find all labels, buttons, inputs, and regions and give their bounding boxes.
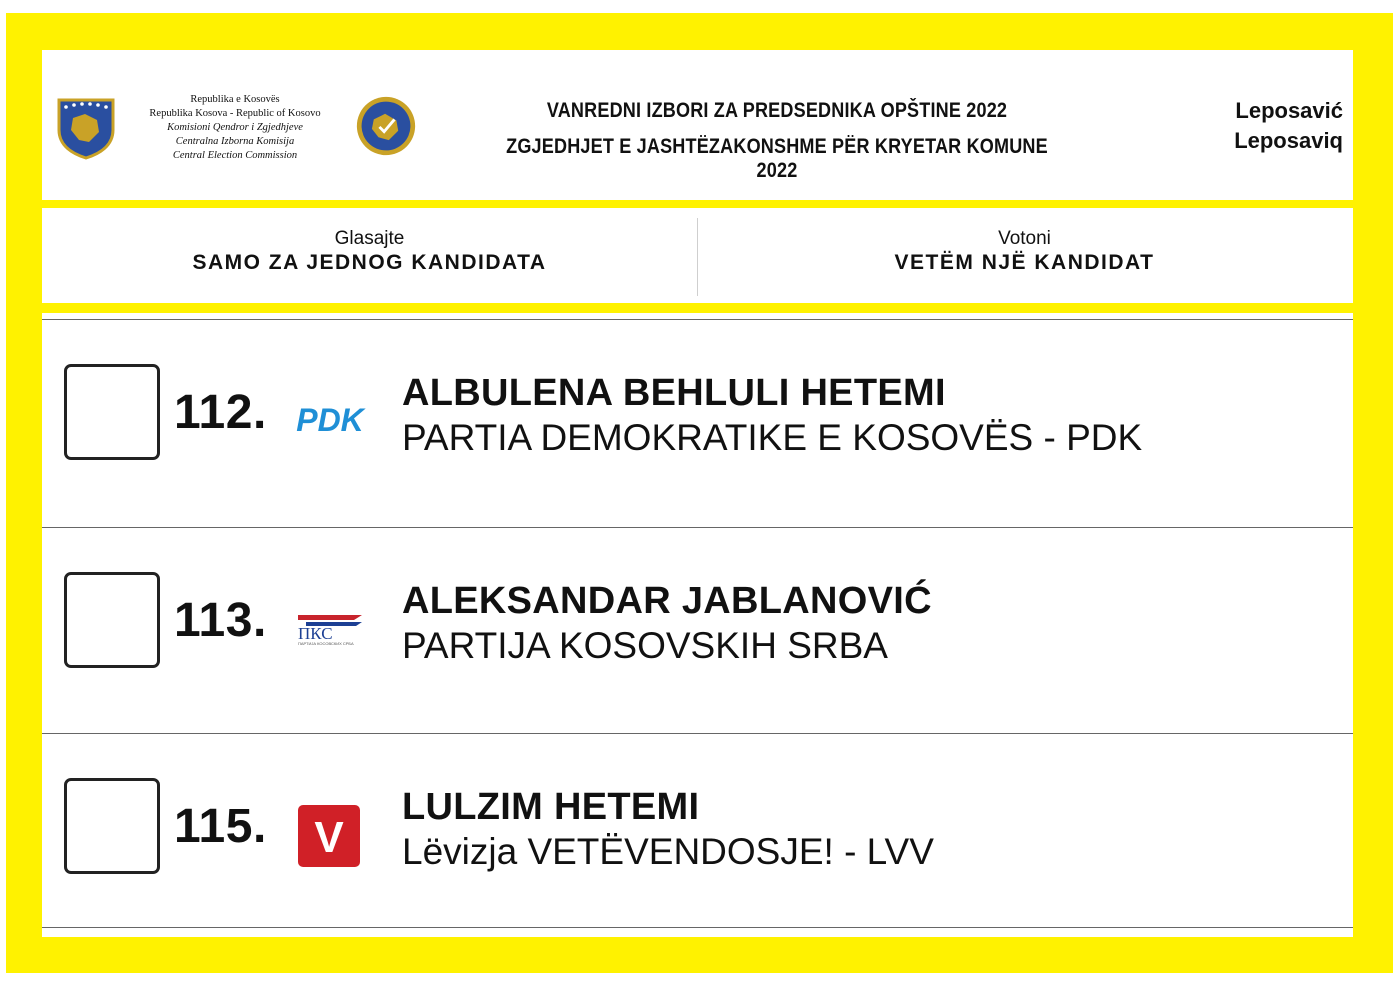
instruction-verb: Glasajte: [334, 228, 405, 249]
vote-checkbox[interactable]: [64, 572, 160, 668]
pks-logo-icon: [292, 611, 366, 647]
party-name: PARTIA DEMOKRATIKE E KOSOVËS - PDK: [402, 417, 1143, 458]
pks-logo-text: ПКС: [298, 624, 333, 643]
municipality-serbian: Leposavić: [1235, 98, 1343, 123]
commission-block: [122, 93, 348, 163]
candidate-number: 113.: [174, 594, 267, 647]
municipality-albanian: Leposaviq: [1234, 128, 1343, 153]
party-name: PARTIJA KOSOVSKIH SRBA: [402, 625, 888, 666]
commission-line: Republika e Kosovës: [190, 94, 280, 105]
candidate-name: LULZIM HETEMI: [402, 786, 700, 828]
candidate-name: ALEKSANDAR JABLANOVIĆ: [402, 580, 932, 622]
party-name: Lëvizja VETËVENDOSJE! - LVV: [402, 831, 934, 872]
commission-line: Republika Kosova - Republic of Kosovo: [149, 108, 321, 119]
instruction-verb: Votoni: [998, 228, 1051, 249]
ballot-title-albanian: ZGJEDHJET E JASHTËZAKONSHME PËR KRYETAR KOMUNE 2022: [506, 135, 1048, 182]
ballot-title-serbian: VANREDNI IZBORI ZA PREDSEDNIKA OPŠTINE 2022: [546, 99, 1008, 122]
pdk-logo-icon: [292, 403, 368, 439]
instruction-serbian: [42, 228, 697, 276]
commission-line: Central Election Commission: [172, 150, 298, 161]
voting-instructions: [42, 208, 1353, 303]
divider: [42, 927, 1353, 928]
pks-logo-subtext: ПАРТИЈА КОСОВСКИХ СРБА: [298, 641, 354, 646]
lvv-logo-text: V: [314, 813, 344, 862]
vote-checkbox[interactable]: [64, 364, 160, 460]
vote-checkbox[interactable]: [64, 778, 160, 874]
candidate-number: 112.: [174, 386, 267, 439]
candidate-name: ALBULENA BEHLULI HETEMI: [402, 372, 946, 414]
ballot-frame: [6, 13, 1393, 973]
commission-line: Centralna Izborna Komisija: [175, 136, 295, 147]
candidate-row: [42, 527, 1353, 732]
cec-seal-icon: [355, 94, 417, 158]
commission-line: Komisioni Qendror i Zgjedhjeve: [167, 122, 303, 133]
instruction-albanian: [697, 228, 1352, 276]
instruction-text: VETËM NJË KANDIDAT: [894, 251, 1155, 274]
instruction-text: SAMO ZA JEDNOG KANDIDATA: [192, 251, 547, 274]
candidate-row: [42, 319, 1353, 524]
pdk-logo-text: PDK: [296, 403, 364, 438]
kosovo-coat-of-arms-icon: [55, 96, 117, 160]
candidate-list: [42, 313, 1353, 937]
candidate-number: 115.: [174, 800, 267, 853]
municipality-name: [1234, 96, 1343, 156]
ballot-header: [42, 50, 1353, 200]
vetevendosje-logo-icon: [298, 805, 360, 867]
candidate-row: [42, 733, 1353, 938]
